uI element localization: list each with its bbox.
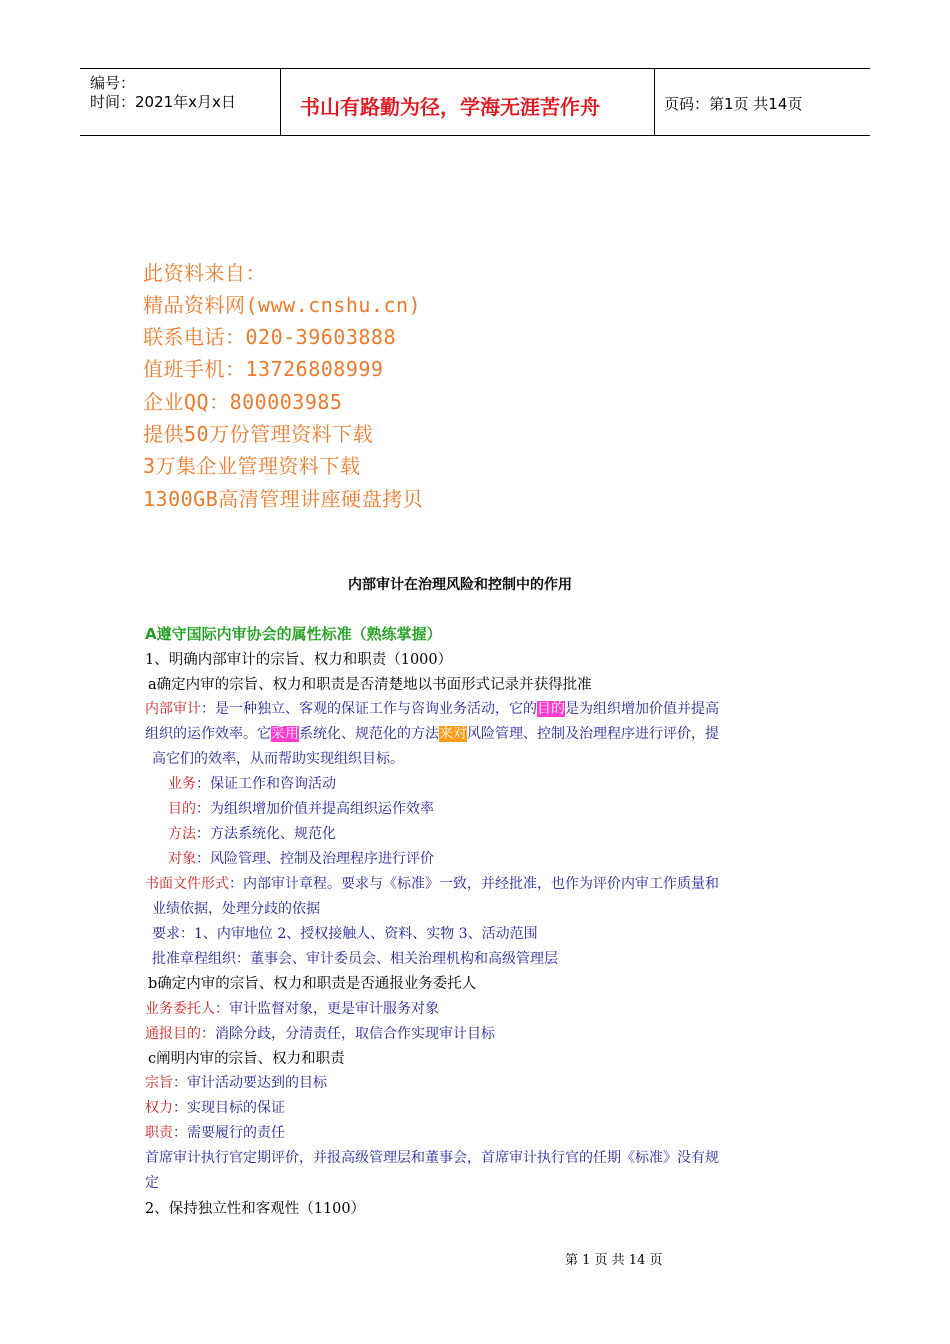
approval-line: 批准章程组织：董事会、审计委员会、相关治理机构和高级管理层: [152, 951, 558, 967]
header-page-label: 页码：第1页 共14页: [664, 95, 803, 113]
list-label: 方法: [168, 826, 196, 842]
definition-text: 组织的运作效率。它: [145, 726, 271, 742]
power-label: 权力: [145, 1100, 173, 1116]
form-text: ：内部审计章程。要求与《标准》一致，并经批准，也作为评价内审工作质量和: [229, 876, 719, 892]
client-line: [145, 998, 439, 1018]
highlight-adopt: 采用: [271, 726, 299, 742]
power-line: [145, 1097, 285, 1117]
header-top-rule: [80, 68, 870, 69]
client-label: 业务委托人: [145, 1001, 215, 1017]
definition-text: 系统化、规范化的方法: [299, 726, 439, 742]
promo-line: 联系电话：020-39603888: [143, 325, 396, 349]
highlight-target: 来对: [439, 726, 467, 742]
duty-label: 职责: [145, 1125, 173, 1141]
header-divider: [280, 68, 281, 135]
notify-line: [145, 1023, 495, 1043]
definition-text: 是为组织增加价值并提高: [565, 701, 719, 717]
promo-line: 企业QQ：800003985: [143, 390, 343, 414]
item-1b: b确定内审的宗旨、权力和职责是否通报业务委托人: [148, 976, 477, 992]
definition-line: [145, 698, 719, 718]
list-text: ：为组织增加价值并提高组织运作效率: [196, 801, 434, 817]
item-1: 1、明确内部审计的宗旨、权力和职责（1000）: [145, 652, 453, 668]
purpose-line: [145, 1072, 327, 1092]
definition-line: [145, 723, 719, 743]
cae-line: 定: [145, 1175, 159, 1191]
list-item: [168, 848, 434, 868]
item-2: 2、保持独立性和客观性（1100）: [145, 1201, 366, 1217]
promo-line: 精品资料网(www.cnshu.cn): [143, 293, 422, 317]
list-label: 目的: [168, 801, 196, 817]
list-text: ：方法系统化、规范化: [196, 826, 336, 842]
notify-text: ：消除分歧，分清责任，取信合作实现审计目标: [201, 1026, 495, 1042]
form-label: 书面文件形式: [145, 876, 229, 892]
notify-label: 通报目的: [145, 1026, 201, 1042]
document-title: 内部审计在治理风险和控制中的作用: [348, 577, 572, 593]
list-item: [168, 823, 336, 843]
definition-text: 风险管理、控制及治理程序进行评价，提: [467, 726, 719, 742]
list-text: ：风险管理、控制及治理程序进行评价: [196, 851, 434, 867]
header-bottom-rule: [80, 135, 870, 136]
purpose-text: ：审计活动要达到的目标: [173, 1075, 327, 1091]
promo-line: 3万集企业管理资料下载: [143, 454, 361, 478]
section-heading: A遵守国际内审协会的属性标准（熟练掌握）: [145, 625, 442, 643]
promo-line: 提供50万份管理资料下载: [143, 422, 374, 446]
list-item: [168, 773, 336, 793]
form-line: 业绩依据，处理分歧的依据: [152, 901, 320, 917]
form-line: [145, 873, 719, 893]
definition-text: ：是一种独立、客观的保证工作与咨询业务活动，它的: [201, 701, 537, 717]
client-text: ：审计监督对象，更是审计服务对象: [215, 1001, 439, 1017]
header-divider: [654, 68, 655, 135]
header-motto: 书山有路勤为径，学海无涯苦作舟: [300, 95, 600, 119]
list-item: [168, 798, 434, 818]
definition-line: 高它们的效率，从而帮助实现组织目标。: [152, 751, 404, 767]
promo-line: 此资料来自：: [143, 261, 266, 285]
highlight-purpose: 目的: [537, 701, 565, 717]
requirements-line: 要求：1、内审地位 2、授权接触人、资料、实物 3、活动范围: [152, 926, 538, 942]
list-label: 对象: [168, 851, 196, 867]
definition-label: 内部审计: [145, 701, 201, 717]
duty-text: ：需要履行的责任: [173, 1125, 285, 1141]
header-number-label: 编号：: [90, 74, 136, 92]
list-text: ：保证工作和咨询活动: [196, 776, 336, 792]
promo-line: 1300GB高清管理讲座硬盘拷贝: [143, 487, 424, 511]
page-footer: 第 1 页 共 14 页: [565, 1253, 663, 1268]
header-time-label: 时间：2021年x月x日: [90, 93, 236, 111]
item-1c: c阐明内审的宗旨、权力和职责: [148, 1051, 345, 1067]
duty-line: [145, 1122, 285, 1142]
item-1a: a确定内审的宗旨、权力和职责是否清楚地以书面形式记录并获得批准: [148, 677, 592, 693]
promo-line: 值班手机：13726808999: [143, 357, 384, 381]
purpose-label: 宗旨: [145, 1075, 173, 1091]
list-label: 业务: [168, 776, 196, 792]
cae-line: 首席审计执行官定期评价，并报高级管理层和董事会，首席审计执行官的任期《标准》没有规: [145, 1150, 719, 1166]
power-text: ：实现目标的保证: [173, 1100, 285, 1116]
